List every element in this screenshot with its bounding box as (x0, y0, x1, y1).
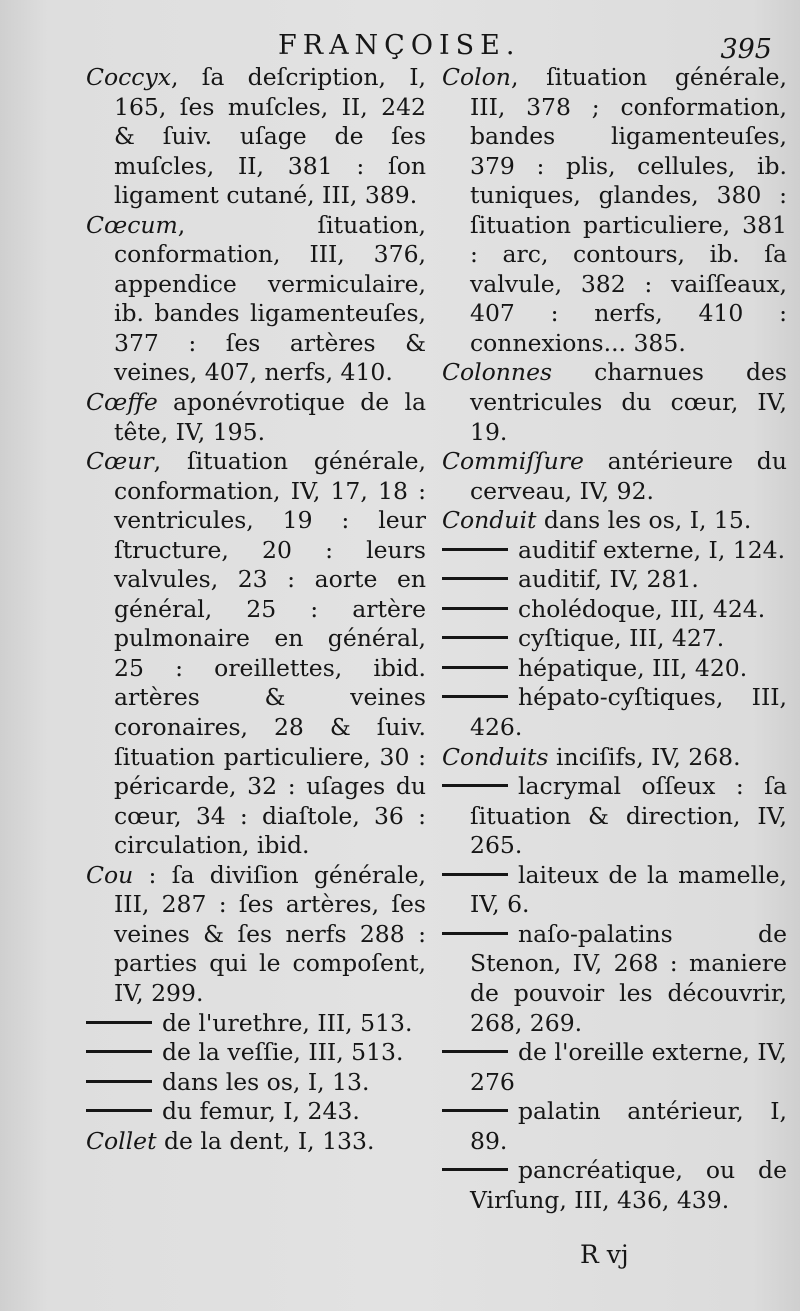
entry-text: , ſa deſcription, I, 165, ſes muſcles, II, 242 & ſuiv. uſage de ſes muſcles, II, 381 : ſon ligament cutané, III, 389. (114, 63, 426, 210)
index-entry (442, 447, 787, 506)
index-sub-entry (442, 1156, 787, 1215)
index-entry (86, 1127, 426, 1157)
entry-text: charnues des ventricules du cœur, IV, 19. (470, 358, 787, 446)
entry-text: aponévrotique de la tête, IV, 195. (114, 388, 426, 446)
entry-headword: Cœur (86, 447, 154, 476)
entry-text: , ſituation générale, III, 378 ; conformation, bandes ligamenteuſes, 379 : plis, cellules, ib. tuniques, glandes, 380 : ſituation particuliere, 381 : arc, contours, ib. ſa valvule, 382 : vaiſſeaux, 407 : nerfs, 410 : connexions... 385. (470, 63, 787, 357)
entry-text: hépatique, III, 420. (518, 653, 748, 682)
entry-text: palatin antérieur, I, 89. (470, 1097, 787, 1155)
entry-text: de l'oreille externe, IV, 276 (470, 1038, 787, 1096)
entry-text: hépato-cyſtiques, III, 426. (470, 683, 787, 742)
index-sub-entry (86, 1097, 426, 1127)
entry-headword: Conduits (442, 742, 549, 771)
entry-text: dans les os, I, 13. (162, 1067, 370, 1096)
entry-headword: Cœffe (86, 388, 158, 417)
index-sub-entry (86, 1068, 426, 1098)
entry-text: de l'urethre, III, 513. (162, 1008, 413, 1037)
entry-headword: Cou (86, 860, 134, 889)
page-number: 395 (720, 34, 772, 65)
entry-headword: Colon (442, 63, 511, 91)
index-entry (86, 63, 426, 211)
entry-headword: Colonnes (442, 358, 553, 387)
entry-text: dans les os, I, 15. (536, 506, 752, 535)
index-entry (86, 861, 426, 1009)
entry-text: , ſituation, conformation, III, 376, appendice vermiculaire, ib. bandes ligamenteuſes, 377 : ſes artères & veines, 407, nerfs, 410. (114, 210, 426, 387)
entry-text: laiteux de la mamelle, IV, 6. (470, 860, 787, 919)
entry-text: naſo-palatins de Stenon, IV, 268 : maniere de pouvoir les découvrir, 268, 269. (470, 919, 787, 1037)
index-entry (442, 63, 787, 358)
index-sub-entry (86, 1038, 426, 1068)
index-column-right (442, 63, 787, 1215)
entry-text: , ſituation générale, conformation, IV, 17, 18 : ventricules, 19 : leur ſtructure, 20 : leurs valvules, 23 : aorte en général, 25 : artère pulmonaire en général, 25 : oreillettes, ibid. artères & veines coronaires, 28 & ſuiv. ſituation particuliere, 30 : péricarde, 32 : uſages du cœur, 34 : diaſtole, 36 : circulation, ibid. (114, 447, 426, 860)
entry-text: du femur, I, 243. (162, 1097, 360, 1126)
entry-text: cyſtique, III, 427. (518, 624, 725, 653)
running-title: FRANÇOISE. (278, 30, 521, 61)
page-header (0, 28, 800, 68)
index-sub-entry (442, 536, 787, 566)
entry-headword: Commiſſure (442, 447, 584, 476)
entry-headword: Cœcum (86, 210, 178, 239)
index-entry (86, 447, 426, 861)
index-sub-entry (442, 1038, 787, 1097)
entry-text: lacrymal oſſeux : ſa ſituation & direction, IV, 265. (470, 772, 787, 860)
entry-text: auditif, IV, 281. (518, 565, 699, 594)
index-sub-entry (442, 565, 787, 595)
entry-headword: Coccyx (86, 63, 171, 91)
index-sub-entry (442, 654, 787, 684)
index-sub-entry (442, 920, 787, 1038)
index-entry (86, 388, 426, 447)
index-sub-entry (86, 1009, 426, 1039)
entry-headword: Collet (86, 1126, 157, 1155)
index-sub-entry (442, 683, 787, 742)
entry-text: inciſifs, IV, 268. (548, 742, 741, 771)
index-entry (86, 211, 426, 388)
index-sub-entry (442, 624, 787, 654)
index-sub-entry (442, 861, 787, 920)
index-sub-entry (442, 772, 787, 861)
entry-text: antérieure du cerveau, IV, 92. (470, 447, 787, 505)
entry-text: : ſa diviſion générale, III, 287 : ſes artères, ſes veines & ſes nerfs 288 : parties qui le compoſent, IV, 299. (114, 860, 426, 1007)
entry-headword: Conduit (442, 506, 537, 535)
index-entry (442, 358, 787, 447)
signature-mark: R vj (580, 1240, 629, 1269)
index-column-left (86, 63, 426, 1156)
index-entry (442, 506, 787, 536)
entry-text: cholédoque, III, 424. (518, 594, 766, 623)
index-sub-entry (442, 1097, 787, 1156)
entry-text: de la veſſie, III, 513. (162, 1038, 404, 1067)
entry-text: de la dent, I, 133. (156, 1126, 375, 1155)
entry-text: auditif externe, I, 124. (518, 535, 786, 564)
entry-text: pancréatique, ou de Virſung, III, 436, 439. (470, 1156, 787, 1214)
index-sub-entry (442, 595, 787, 625)
index-entry (442, 743, 787, 773)
